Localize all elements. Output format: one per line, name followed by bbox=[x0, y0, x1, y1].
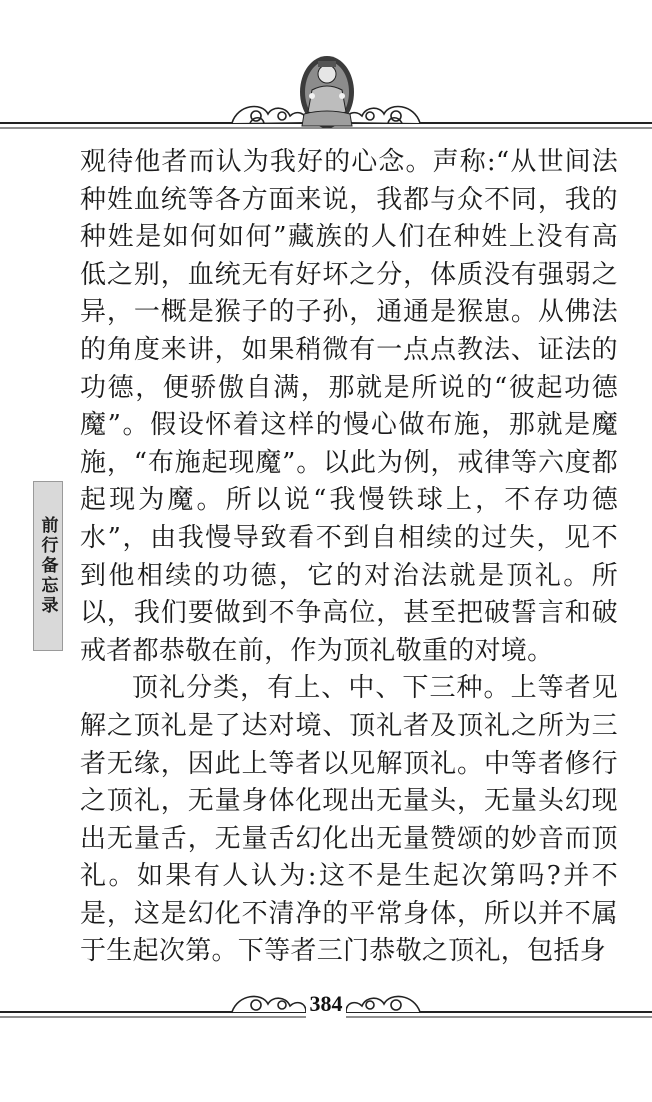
right-cloud-scroll-icon bbox=[346, 107, 420, 123]
paragraph: 观待他者而认为我好的心念。声称:“从世间法种姓血统等各方面来说，我都与众不同，我的种姓是如何如何”藏族的人们在种姓上没有高低之别，血统无有好坏之分，体质没有强弱之异，一概是猴子的子孙，通通是猴崽。从佛法的角度来讲，如果稍微有一点点教法、证法的功德，便骄傲自满，那就是所说的“彼起功德魔”。假设怀着这样的慢心做布施，那就是魔施，“布施起现魔”。以此为例，戒律等六度都起现为魔。所以说“我慢铁球上，不存功德水”，由我慢导致看不到自相续的过失，见不到他相续的功德，它的对治法就是顶礼。所以，我们要做到不争高位，甚至把破誓言和破戒者都恭敬在前，作为顶礼敬重的对境。 bbox=[80, 147, 618, 666]
header-ornament bbox=[0, 52, 652, 142]
page-number: 384 bbox=[309, 991, 343, 1016]
side-tab bbox=[33, 481, 63, 651]
side-tab-label: 前行备忘录 bbox=[37, 516, 58, 616]
left-cloud-scroll-icon bbox=[232, 107, 306, 123]
footer-left-cloud-icon bbox=[232, 996, 306, 1012]
paragraph: 顶礼分类，有上、中、下三种。上等者见解之顶礼是了达对境、顶礼者及顶礼之所为三者无缘，因此上等者以见解顶礼。中等者修行之顶礼，无量身体化现出无量头，无量头幻现出无量舌，无量舌幻化出无量赞颂的妙音而顶礼。如果有人认为:这不是生起次第吗?并不是，这是幻化不清净的平常身体，所以并不属于生起次第。下等者三门恭敬之顶礼，包括身 bbox=[80, 673, 618, 967]
deity-image bbox=[300, 56, 354, 128]
body-text bbox=[80, 144, 618, 971]
footer-right-cloud-icon bbox=[346, 996, 420, 1012]
